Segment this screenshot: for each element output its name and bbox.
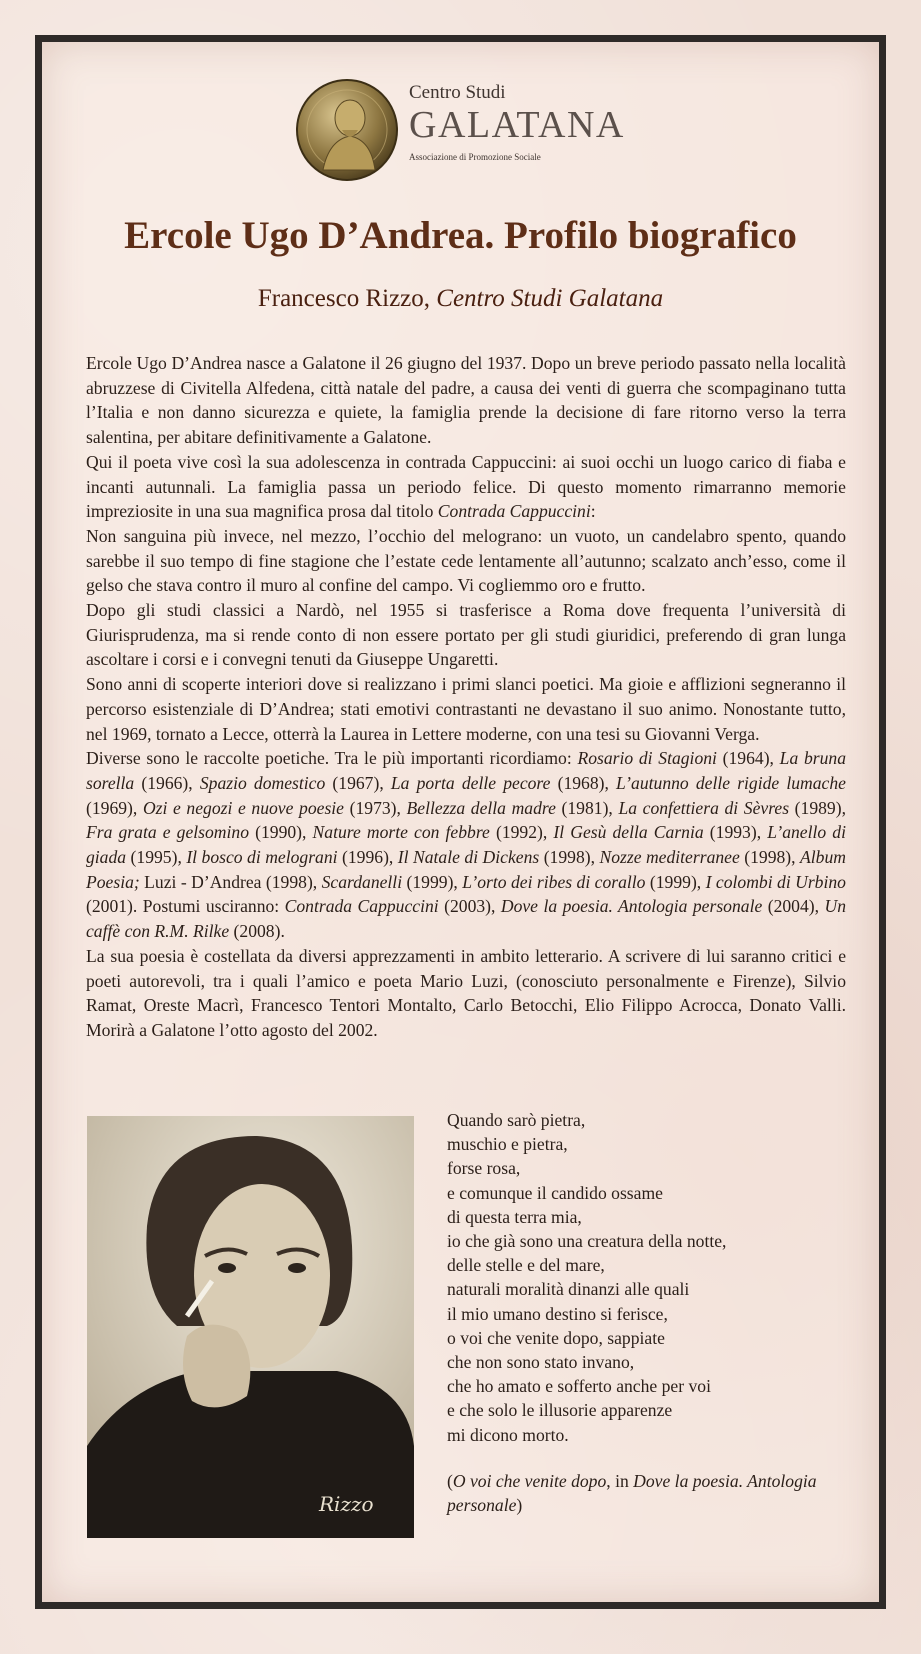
work-title: Album Poesia; [86, 847, 846, 892]
medal-portrait-icon [295, 78, 399, 182]
works-text: (1967), [325, 772, 391, 793]
work-title: Un caffè con R.M. Rilke [86, 896, 846, 942]
work-title: Rosario di Stagioni [577, 748, 717, 769]
work-title: Ozi e negozi e nuove poesie [142, 797, 344, 818]
poem-line: e comunque il candido ossame [447, 1182, 663, 1203]
poem-line: muschio e pietra, [447, 1134, 568, 1155]
works-text: (1973), [344, 797, 407, 818]
works-text: (1996), [337, 847, 398, 868]
poem-line: o voi che venite dopo, sappiate [447, 1327, 665, 1348]
works-text: (1999), [645, 871, 706, 892]
work-title: Bellezza della madre [406, 797, 556, 818]
author-portrait-icon [87, 1116, 414, 1538]
works-text: (1981), [555, 797, 619, 818]
works-text: (1968), [550, 772, 617, 793]
poem [447, 1108, 867, 1517]
poem-line: delle stelle e del mare, [447, 1255, 605, 1276]
work-title: L’anello di giada [86, 822, 846, 868]
poem-line: forse rosa, [447, 1158, 521, 1179]
poem-line: che non sono stato invano, [447, 1352, 635, 1373]
works-text: (1998), [539, 847, 600, 868]
bio-paragraph-1: Ercole Ugo D’Andrea nasce a Galatone il 26 giugno del 1937. Dopo un breve periodo passato nella località abruzzese di Civitella Alfedena, città natale del padre, a causa dei venti di guerra che scompaginano tutta l’Italia e non danno sicurezza e quiete, la famiglia prende la decisione di fare ritorno verso la terra salentina, per abitare definitivamente a Galatone. [86, 353, 846, 448]
poem-source-open: ( [447, 1470, 453, 1491]
works-text: (1969), [86, 797, 143, 818]
works-text: (2003), [438, 896, 501, 917]
bio-paragraph-2-title: Contrada Cappuccini [437, 501, 591, 522]
poem-lines [447, 1108, 867, 1447]
works-text: (2008). [229, 921, 285, 942]
bio-paragraph-2 [86, 450, 846, 524]
poem-line: naturali moralità dinanzi alle quali [447, 1279, 690, 1300]
works-text: (2001). Postumi usciranno: [86, 896, 285, 917]
work-title: Il Gesù della Carnia [553, 822, 704, 843]
logo-line-centro-studi: Centro Studi [409, 82, 506, 103]
work-title: Nozze mediterranee [599, 847, 740, 868]
works-text: Luzi - D’Andrea (1998), [139, 871, 322, 892]
work-title: L’orto dei ribes di corallo [462, 871, 646, 892]
bio-paragraph-2-text: Qui il poeta vive così la sua adolescenza in contrada Cappuccini: ai suoi occhi un luogo carico di fiaba e incanti autunnali. La famiglia passa un periodo felice. Di questo momento rimarranno memorie impreziosite in una sua magnifica prosa dal titolo [86, 451, 846, 522]
poem-line: il mio umano destino si ferisce, [447, 1303, 668, 1324]
poem-line: e che solo le illusorie apparenze [447, 1400, 673, 1421]
works-text: (1990), [249, 822, 313, 843]
works-text: Diverse sono le raccolte poetiche. Tra le più importanti ricordiamo: [86, 748, 578, 769]
works-text: (1992), [489, 822, 554, 843]
logo-line-galatana: GALATANA [409, 104, 625, 146]
poem-source-close: ) [516, 1495, 523, 1516]
poem-source-mid: , in [606, 1470, 634, 1491]
poem-source [447, 1469, 867, 1517]
author-photo [87, 1116, 414, 1538]
works-text: (2004), [762, 896, 825, 917]
works-text: (1999), [402, 871, 463, 892]
poem-line: di questa terra mia, [447, 1206, 582, 1227]
author-affiliation: Centro Studi Galatana [436, 285, 664, 312]
bio-quote-paragraph: Non sanguina più invece, nel mezzo, l’occhio del melograno: un vuoto, un candelabro spento, quando sarebbe il suo tempo di fine stagione che l’estate cede lentamente all’autunno; scalzato anch’esso, come il gelso che stava contro il muro al confine del campo. Vi cogliemmo oro e frutto. [86, 525, 846, 596]
work-title: Contrada Cappuccini [284, 896, 439, 917]
bio-paragraph-2-end: : [590, 501, 596, 522]
author-name: Francesco Rizzo, [257, 285, 431, 312]
biography-text [86, 351, 846, 1043]
poem-line: mi dicono morto. [447, 1424, 569, 1445]
work-title: Dove la poesia. Antologia personale [500, 896, 763, 917]
page-title: Ercole Ugo D’Andrea. Profilo biografico [124, 214, 797, 257]
bio-paragraph-5: Sono anni di scoperte interiori dove si realizzano i primi slanci poetici. Ma gioie e afflizioni segneranno il percorso esistenziale di D’Andrea; stati emotivi contrastanti ne devastano il suo animo. Nonostante tutto, nel 1969, tornato a Lecce, otterrà la Laurea in Lettere moderne, con una tesi su Giovanni Verga. [86, 674, 846, 744]
work-title: Fra grata e gelsomino [86, 822, 249, 843]
work-title: La confettiera di Sèvres [618, 797, 790, 818]
work-title: Spazio domestico [199, 772, 326, 793]
works-text: (1989), [789, 797, 846, 818]
poem-line: io che già sono una creatura della notte, [447, 1231, 727, 1252]
works-text: (1995), [126, 847, 187, 868]
works-text: (1993), [703, 822, 768, 843]
logo-line-associazione: Associazione di Promozione Sociale [409, 152, 541, 162]
work-title: La bruna sorella [86, 748, 846, 793]
poem-line: Quando sarò pietra, [447, 1110, 586, 1130]
poem-line: che ho amato e sofferto anche per voi [447, 1376, 711, 1397]
author-line [0, 285, 921, 313]
work-title: L’autunno delle rigide lumache [616, 772, 846, 793]
work-title: Scardanelli [321, 871, 403, 892]
bio-paragraph-4: Dopo gli studi classici a Nardò, nel 1955 si trasferisce a Roma dove frequenta l’università di Giurisprudenza, ma si rende conto di non essere portato per gli studi giuridici, preferendo di gran lunga ascoltare i corsi e i convegni tenuti da Giuseppe Ungaretti. [86, 600, 846, 670]
photo-signature: Rizzo [319, 1492, 374, 1516]
works-text: (1998), [739, 847, 801, 868]
logo [295, 78, 635, 183]
works-text: (1964), [716, 748, 780, 769]
works-text: (1966), [134, 772, 200, 793]
work-title: I colombi di Urbino [705, 871, 846, 892]
work-title: La porta delle pecore [390, 772, 551, 793]
work-title: Nature morte con febbre [312, 822, 490, 843]
bio-paragraph-7: La sua poesia è costellata da diversi apprezzamenti in ambito letterario. A scrivere di lui saranno critici e poeti autorevoli, tra i quali l’amico e poeta Mario Luzi, (conosciuto personalmente e Firenze), Silvio Ramat, Oreste Macrì, Francesco Tentori Montalto, Carlo Betocchi, Elio Filippo Acrocca, Donato Valli. Morirà a Galatone l’otto agosto del 2002. [86, 945, 846, 1040]
bio-works-paragraph [86, 746, 846, 944]
poem-source-book: Dove la poesia. Antologia personale [447, 1470, 817, 1516]
work-title: Il bosco di melograni [186, 847, 338, 868]
poem-source-title: O voi che venite dopo [452, 1470, 607, 1491]
work-title: Il Natale di Dickens [397, 847, 540, 868]
